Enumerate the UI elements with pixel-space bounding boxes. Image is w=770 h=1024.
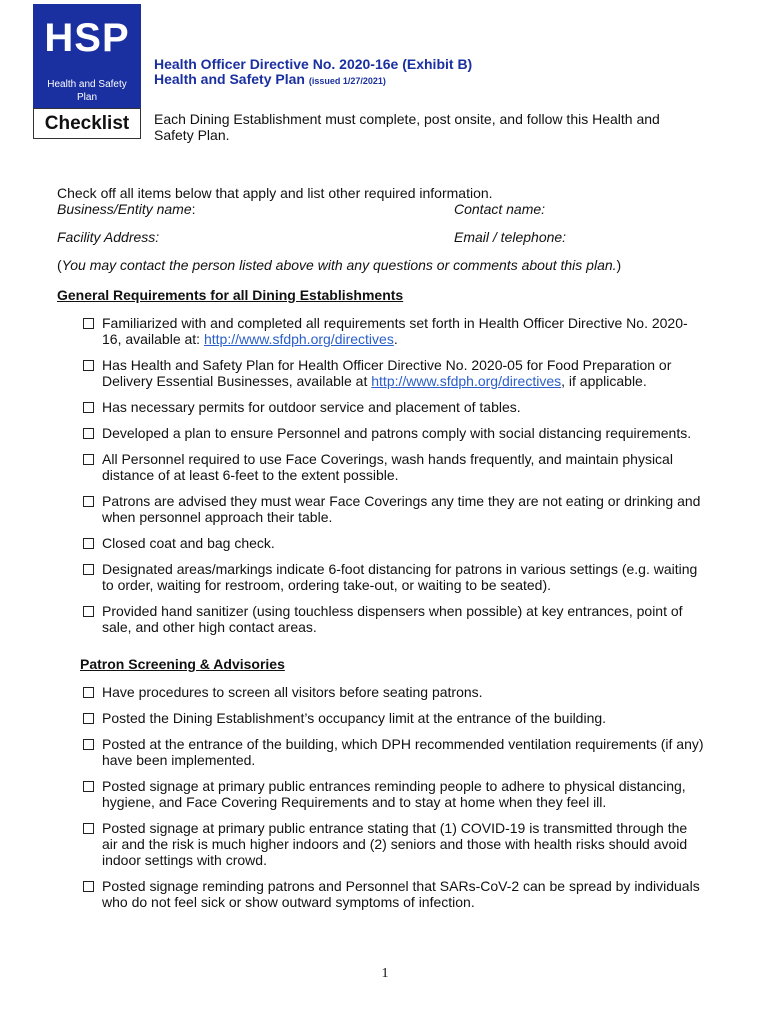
document-title	[154, 57, 472, 89]
checklist-label: Checklist	[33, 108, 141, 139]
general-requirements-heading: General Requirements for all Dining Establishments	[57, 287, 404, 303]
item-text: Provided hand sanitizer (using touchless dispensers when possible) at key entrances, point of sale, and other high contact areas.	[102, 603, 683, 635]
email-telephone-label: Email / telephone:	[454, 229, 567, 245]
item-text-end: , if applicable.	[561, 373, 647, 389]
checkbox[interactable]	[83, 402, 94, 413]
checkbox[interactable]	[83, 781, 94, 792]
list-item	[80, 778, 705, 810]
checkbox[interactable]	[83, 454, 94, 465]
item-text: Have procedures to screen all visitors before seating patrons.	[102, 684, 483, 700]
list-item	[80, 399, 705, 415]
checkbox[interactable]	[83, 606, 94, 617]
title-line1: Health Officer Directive No. 2020-16e (Exhibit B)	[154, 56, 473, 72]
list-item	[80, 425, 705, 441]
logo-acronym: HSP	[44, 16, 130, 60]
list-item	[80, 710, 705, 726]
checkbox[interactable]	[83, 360, 94, 371]
list-item	[80, 736, 705, 768]
list-item	[80, 820, 705, 868]
business-name-colon: :	[191, 201, 196, 217]
note-text: You may contact the person listed above with any questions or comments about this plan.	[61, 257, 617, 273]
checkbox[interactable]	[83, 881, 94, 892]
checkbox[interactable]	[83, 318, 94, 329]
item-text: Closed coat and bag check.	[102, 535, 275, 551]
checkbox[interactable]	[83, 687, 94, 698]
list-item	[80, 451, 705, 483]
directives-link[interactable]: http://www.sfdph.org/directives	[371, 373, 562, 389]
item-text: Designated areas/markings indicate 6-foot distancing for patrons in various settings (e.g. waiting to order, waiting for restroom, ordering take-out, or waiting to be seated).	[102, 561, 698, 593]
checkbox[interactable]	[83, 823, 94, 834]
info-fields	[57, 185, 717, 273]
list-item	[80, 603, 705, 635]
list-item	[80, 493, 705, 525]
item-text: Developed a plan to ensure Personnel and patrons comply with social distancing requirements.	[102, 425, 692, 441]
list-item	[80, 561, 705, 593]
fields-row-1	[57, 201, 717, 218]
list-item	[80, 357, 705, 389]
checkbox[interactable]	[83, 538, 94, 549]
checkbox[interactable]	[83, 428, 94, 439]
logo-subtitle-line2: Plan	[76, 92, 97, 103]
item-text: All Personnel required to use Face Coverings, wash hands frequently, and maintain physical distance of at least 6-feet to the extent possible.	[102, 451, 673, 483]
checkbox[interactable]	[83, 564, 94, 575]
business-name-label: Business/Entity name	[57, 201, 192, 217]
list-item	[80, 878, 705, 910]
checkbox[interactable]	[83, 713, 94, 724]
instruction-text: Check off all items below that apply and list other required information.	[57, 185, 493, 201]
note-close-paren: )	[616, 257, 622, 273]
item-text: Has Health and Safety Plan for Health Officer Directive No. 2020-05 for Food Preparation or Delivery Essential Businesses, available at	[102, 357, 672, 389]
item-text: Posted the Dining Establishment’s occupancy limit at the entrance of the building.	[102, 710, 607, 726]
item-text: Posted signage at primary public entrances reminding people to adhere to physical distancing, hygiene, and Face Covering Requirements and to stay at home when they feel ill.	[102, 778, 686, 810]
list-item	[80, 684, 705, 700]
intro-text: Each Dining Establishment must complete, post onsite, and follow this Health and Safety Plan.	[154, 111, 660, 143]
item-text: Posted signage reminding patrons and Personnel that SARs-CoV-2 can be spread by individuals who do not feel sick or show outward symptoms of infection.	[102, 878, 700, 910]
item-text-end: .	[393, 331, 398, 347]
item-text: Has necessary permits for outdoor service and placement of tables.	[102, 399, 521, 415]
contact-note	[57, 257, 717, 273]
issued-date: (issued 1/27/2021)	[308, 76, 386, 86]
list-item	[80, 315, 705, 347]
patron-screening-list	[80, 684, 705, 920]
patron-screening-heading: Patron Screening & Advisories	[80, 656, 285, 672]
title-line2	[154, 72, 472, 89]
directives-link[interactable]: http://www.sfdph.org/directives	[203, 331, 394, 347]
general-requirements-list	[80, 315, 705, 645]
item-text: Posted signage at primary public entrance stating that (1) COVID-19 is transmitted through the air and the risk is much higher indoors and (2) seniors and those with health risks should avoid indoor settings with crowd.	[102, 820, 688, 868]
contact-name-label: Contact name:	[454, 201, 546, 217]
item-text: Familiarized with and completed all requirements set forth in Health Officer Directive No. 2020-16, available at:	[102, 315, 688, 347]
note-open-paren: (	[57, 257, 62, 273]
checkbox[interactable]	[83, 739, 94, 750]
list-item	[80, 535, 705, 551]
checkbox[interactable]	[83, 496, 94, 507]
hsp-logo	[33, 4, 141, 109]
logo-subtitle-line1: Health and Safety	[47, 79, 127, 90]
item-text: Posted at the entrance of the building, which DPH recommended ventilation requirements (if any) have been implemented.	[102, 736, 704, 768]
title-line2-text: Health and Safety Plan	[154, 71, 305, 87]
page-number: 1	[381, 966, 389, 981]
fields-row-2	[57, 229, 717, 246]
facility-address-label: Facility Address:	[57, 229, 160, 245]
item-text: Patrons are advised they must wear Face Coverings any time they are not eating or drinking and when personnel approach their table.	[102, 493, 701, 525]
